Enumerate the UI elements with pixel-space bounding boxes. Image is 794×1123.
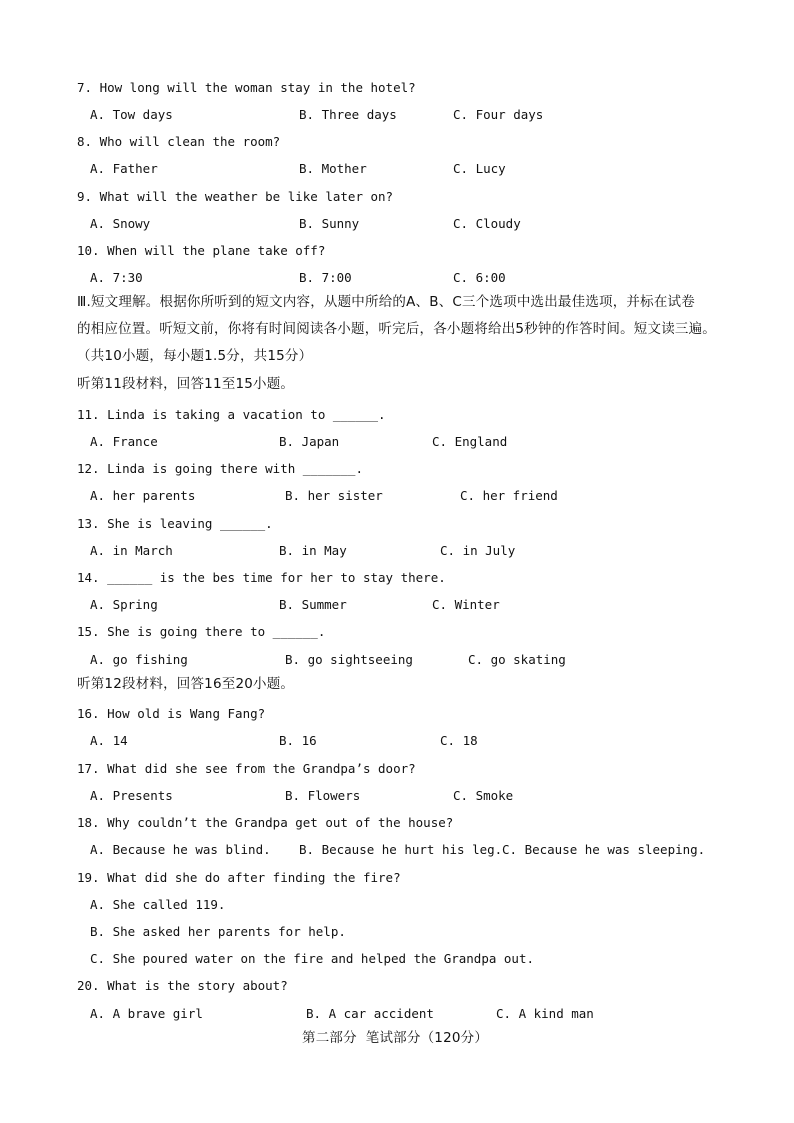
question-10: 10. When will the plane take off? (77, 243, 326, 258)
section-3-instruction-line-1: Ⅲ.短文理解。根据你所听到的短文内容，从题中所给的A、B、C三个选项中选出最佳选项，并标在试卷 (77, 294, 695, 310)
question-8: 8. Who will clean the room? (77, 134, 281, 149)
q15-option-a: A. go fishing (90, 652, 188, 667)
q8-option-b: B. Mother (299, 161, 367, 176)
question-7: 7. How long will the woman stay in the hotel? (77, 80, 416, 95)
q17-option-a: A. Presents (90, 788, 173, 803)
q10-option-c: C. 6:00 (453, 270, 506, 285)
part-2-heading: 第二部分 笔试部分（120分） (302, 1030, 489, 1046)
q20-option-a: A. A brave girl (90, 1006, 203, 1021)
q8-option-a: A. Father (90, 161, 158, 176)
question-17: 17. What did she see from the Grandpa’s door? (77, 761, 416, 776)
q15-option-b: B. go sightseeing (285, 652, 413, 667)
q7-option-c: C. Four days (453, 107, 544, 122)
q9-option-c: C. Cloudy (453, 216, 521, 231)
q10-option-b: B. 7:00 (299, 270, 352, 285)
q17-option-b: B. Flowers (285, 788, 361, 803)
q16-option-a: A. 14 (90, 733, 128, 748)
question-18: 18. Why couldn’t the Grandpa get out of the house? (77, 815, 454, 830)
q15-option-c: C. go skating (468, 652, 566, 667)
q13-option-b: B. in May (279, 543, 347, 558)
question-16: 16. How old is Wang Fang? (77, 706, 266, 721)
q14-option-b: B. Summer (279, 597, 347, 612)
question-13: 13. She is leaving ______. (77, 516, 273, 531)
q18-option-a: A. Because he was blind. (90, 842, 271, 857)
question-15: 15. She is going there to ______. (77, 624, 326, 639)
question-11: 11. Linda is taking a vacation to ______. (77, 407, 386, 422)
q13-option-c: C. in July (440, 543, 516, 558)
question-9: 9. What will the weather be like later on? (77, 189, 394, 204)
q11-option-b: B. Japan (279, 434, 340, 449)
q16-option-b: B. 16 (279, 733, 317, 748)
material-11-heading: 听第11段材料，回答11至15小题。 (77, 376, 295, 392)
q14-option-c: C. Winter (432, 597, 500, 612)
q18-option-b: B. Because he hurt his leg. (299, 842, 503, 857)
q12-option-c: C. her friend (460, 488, 558, 503)
q10-option-a: A. 7:30 (90, 270, 143, 285)
q12-option-a: A. her parents (90, 488, 196, 503)
q11-option-c: C. England (432, 434, 508, 449)
q9-option-a: A. Snowy (90, 216, 151, 231)
material-12-heading: 听第12段材料，回答16至20小题。 (77, 676, 295, 692)
section-3-instruction-line-3: （共10小题，每小题1.5分，共15分） (77, 348, 313, 364)
q7-option-b: B. Three days (299, 107, 397, 122)
q17-option-c: C. Smoke (453, 788, 514, 803)
q19-option-b: B. She asked her parents for help. (90, 924, 346, 939)
q9-option-b: B. Sunny (299, 216, 360, 231)
q20-option-c: C. A kind man (496, 1006, 594, 1021)
section-3-instruction-line-2: 的相应位置。听短文前，你将有时间阅读各小题，听完后，各小题将给出5秒钟的作答时间。短文读三遍。 (77, 321, 716, 337)
question-20: 20. What is the story about? (77, 978, 288, 993)
q13-option-a: A. in March (90, 543, 173, 558)
q19-option-a: A. She called 119. (90, 897, 226, 912)
q20-option-b: B. A car accident (306, 1006, 434, 1021)
q7-option-a: A. Tow days (90, 107, 173, 122)
question-19: 19. What did she do after finding the fire? (77, 870, 401, 885)
q8-option-c: C. Lucy (453, 161, 506, 176)
q11-option-a: A. France (90, 434, 158, 449)
q19-option-c: C. She poured water on the fire and helped the Grandpa out. (90, 951, 535, 966)
question-12: 12. Linda is going there with _______. (77, 461, 363, 476)
question-14: 14. ______ is the bes time for her to stay there. (77, 570, 446, 585)
q16-option-c: C. 18 (440, 733, 478, 748)
q18-option-c: C. Because he was sleeping. (502, 842, 706, 857)
q12-option-b: B. her sister (285, 488, 383, 503)
q14-option-a: A. Spring (90, 597, 158, 612)
